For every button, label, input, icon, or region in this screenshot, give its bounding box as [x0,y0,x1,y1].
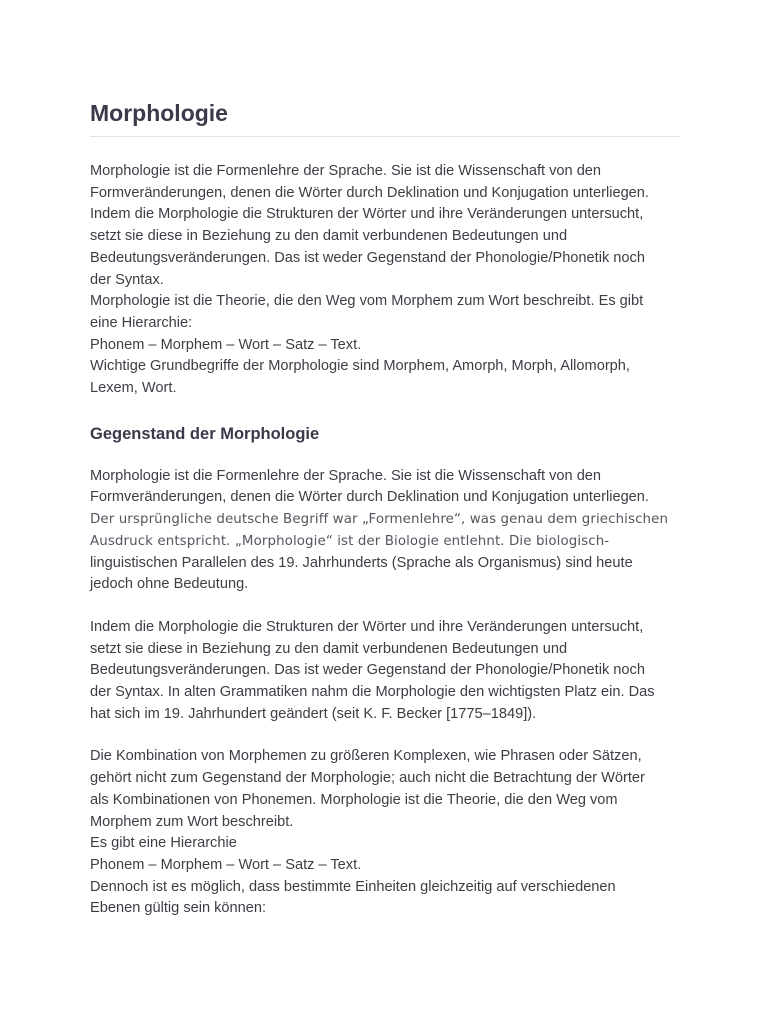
text-line: linguistischen Parallelen des 19. Jahrhunderts (Sprache als Organismus) sind heute [90,554,633,571]
section-paragraph-3 [90,746,680,920]
text-line: Es gibt eine Hierarchie [90,835,237,852]
text-line: Formveränderungen, denen die Wörter durch Deklination und Konjugation unterliegen. [90,184,649,201]
text-line: der Syntax. [90,271,164,288]
section-paragraph-2 [90,617,680,726]
section-paragraph-1 [90,466,680,596]
text-line: Formveränderungen, denen die Wörter durch Deklination und Konjugation unterliegen. [90,489,649,506]
text-line: setzt sie diese in Beziehung zu den damit verbundenen Bedeutungen und [90,228,568,245]
text-line: Lexem, Wort. [90,380,177,397]
text-line: Morphologie ist die Theorie, die den Weg vom Morphem zum Wort beschreibt. Es gibt [90,293,644,310]
text-line: Wichtige Grundbegriffe der Morphologie sind Morphem, Amorph, Morph, Allomorph, [90,358,630,375]
text-line: jedoch ohne Bedeutung. [90,576,249,593]
text-line: eine Hierarchie: [90,314,193,331]
text-line: hat sich im 19. Jahrhundert geändert (seit K. F. Becker [1775–1849]). [90,705,537,722]
text-line: Morphologie ist die Formenlehre der Sprache. Sie ist die Wissenschaft von den [90,163,602,179]
intro-paragraph [90,161,680,400]
page-title: Morphologie [90,96,680,137]
text-line: setzt sie diese in Beziehung zu den damit verbundenen Bedeutungen und [90,640,568,657]
text-line: Morphologie ist die Formenlehre der Sprache. Sie ist die Wissenschaft von den [90,467,602,484]
text-line: Indem die Morphologie die Strukturen der Wörter und ihre Veränderungen untersucht, [90,206,644,223]
text-line: als Kombinationen von Phonemen. Morphologie ist die Theorie, die den Weg vom [90,791,618,808]
section-heading: Gegenstand der Morphologie [90,424,320,443]
text-line: Indem die Morphologie die Strukturen der Wörter und ihre Veränderungen untersucht, [90,618,644,635]
text-line: Ausdruck entspricht. „Morphologie“ ist der Biologie entlehnt. Die biologisch- [90,533,610,549]
document-page [90,96,680,920]
text-line: Der ursprüngliche deutsche Begriff war „Formenlehre“, was genau dem griechischen [90,512,669,528]
text-line: Phonem – Morphem – Wort – Satz – Text. [90,336,362,353]
text-line: Ebenen gültig sein können: [90,900,267,917]
text-line: Die Kombination von Morphemen zu größeren Komplexen, wie Phrasen oder Sätzen, [90,748,642,765]
text-line: der Syntax. In alten Grammatiken nahm die Morphologie den wichtigsten Platz ein. Das [90,684,655,701]
text-line: gehört nicht zum Gegenstand der Morphologie; auch nicht die Betrachtung der Wörter [90,770,645,787]
text-line: Bedeutungsveränderungen. Das ist weder Gegenstand der Phonologie/Phonetik noch [90,249,645,266]
text-line: Bedeutungsveränderungen. Das ist weder Gegenstand der Phonologie/Phonetik noch [90,662,645,679]
text-line: Dennoch ist es möglich, dass bestimmte Einheiten gleichzeitig auf verschiedenen [90,878,616,895]
text-line: Phonem – Morphem – Wort – Satz – Text. [90,856,362,873]
text-line: Morphem zum Wort beschreibt. [90,813,294,830]
